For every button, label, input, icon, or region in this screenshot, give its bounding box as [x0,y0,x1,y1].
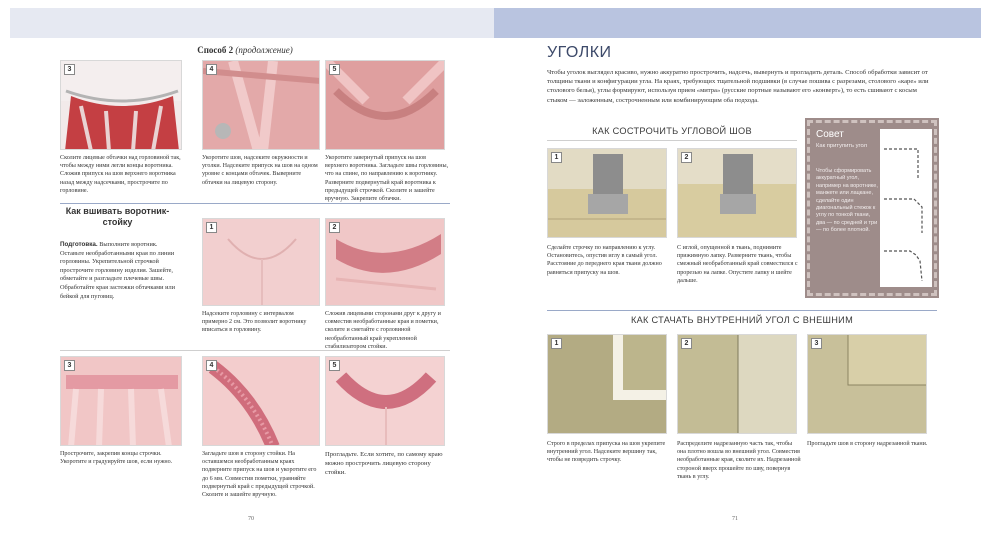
step-number: 3 [64,64,75,75]
photo-inner-step-1 [547,334,667,434]
step-number: 1 [206,222,217,233]
advice-title: Совет [816,129,844,140]
step-number: 4 [206,64,217,75]
subtitle-inner-outer: КАК СТАЧАТЬ ВНУТРЕННИЙ УГОЛ С ВНЕШНИМ [630,315,854,325]
section-title: Как вшивать воротник-стойку [65,206,170,227]
caption-row3-step3: Прострочите, закрепив концы строчки. Укоротите и градуируйте шов, если нужно. [60,451,173,466]
caption-row2-step2: Сложив лицевыми сторонами друг к другу и совместив необработанные края и пометки, сколите и сметайте с горловиной необработанный край укрепленной стабилизатором стойки. [325,311,441,350]
caption-row3-step4: Загладьте шов в сторону стойки. На оставшемся необработанным краях подверните припуск на шов и укоротите его до 6 мм. Совместив пометки, уравняйте подвернутый край с предыдущей строчкой. Сколите и зашейте вручную. [202,451,317,499]
step-number: 2 [681,152,692,163]
step-number: 2 [681,338,692,349]
step-number: 5 [329,360,340,371]
intro-text: Выполните воротник. Оставьте необработанными края по линии горловины. Укрепительной строчкой прострочите горловину изделия. Зашейте, обметайте и разгладьте плечевые швы. Обработайте края застежки обтачками или бейкой для пуговиц. [60,241,175,300]
right-page [494,38,981,538]
photo-step-5-collar [325,60,445,150]
caption-inner-step1: Строго в пределах припуска на шов укрепите внутренний угол. Надсеките вершину так, чтобы не повредить строчку. [547,441,666,464]
section-divider [60,203,450,204]
step-number: 1 [551,152,562,163]
intro-paragraph [60,241,182,301]
caption-inner-step2: Распределите надрезанную часть так, чтобы она плотно вошла во внешний угол. Совместив необработанные края, сколите их. Надрезанной стороной вверх прошейте по шву, повернув ткань в углу. [677,441,801,480]
step-number: 2 [329,222,340,233]
section-divider [547,310,937,311]
step-number: 5 [329,64,340,75]
step-number: 4 [206,360,217,371]
blunted-corners-diagram [880,129,932,287]
page-number-left: 70 [248,516,254,522]
method-title-text: Способ 2 [197,45,234,55]
step-number: 3 [811,338,822,349]
photo-row3-step-4 [202,356,320,446]
photo-step-4-collar [202,60,320,150]
photo-row3-step-3 [60,356,182,446]
step-number: 3 [64,360,75,371]
photo-row2-step-1 [202,218,320,306]
page-number-right: 71 [732,516,738,522]
advice-box [807,120,937,296]
caption-row1-step3: Сколите лицевые обтачки над горловиной так, чтобы между ними легли концы воротника. Сложив припуск на шов верхнего воротника назад между надсечками, прострочите по горловине. [60,155,181,194]
top-band-right [494,8,981,38]
method-title-suffix: (продолжение) [235,45,293,55]
advice-subtitle: Как притупить угол [816,143,867,149]
advice-text: Чтобы сформировать аккуратный угол, например на воротнике, манжете или лацкане, сделайте один диагональный стежок к углу по тонкой ткани, два — по средней и три — по более плотной. [816,168,878,234]
photo-row3-step-5 [325,356,445,446]
photo-inner-step-2 [677,334,797,434]
subtitle-corner-seam: КАК СОСТРОЧИТЬ УГЛОВОЙ ШОВ [592,126,752,136]
photo-step-3-collar [60,60,182,150]
caption-corner-step1: Сделайте строчку по направлению к углу. Остановитесь, опустив иглу в самый угол. Расстояние до переднего края ткани должно равняться припуску на шов. [547,245,662,276]
caption-row3-step5: Прогладьте. Если хотите, по самому краю можно прострочить лицевую сторону стойки. [325,451,443,476]
step-number: 1 [551,338,562,349]
caption-row1-step4: Укоротите шов, надсеките окружности и уголки. Надсеките припуск на шов на одном уровне с концами обтачек. Выверните обтачки на лицевую сторону. [202,155,318,186]
caption-inner-step3: Прогладьте шов в сторону надрезанной ткани. [807,441,928,447]
caption-row1-step5: Укоротите завернутый припуск на шов верхнего воротника. Загладьте швы горловины, что на спине, по направлению к воротнику. Разверните подвернутый край воротника к предыдущей строчкой. Сколите и зашейте вручную. Закрепите обтачки. [325,155,449,203]
caption-row2-step1: Надсеките горловину с интервалом примерно 2 см. Это позволит воротнику вписаться в горловину. [202,311,307,334]
photo-row2-step-2 [325,218,445,306]
photo-corner-step-2 [677,148,797,238]
left-page [10,38,494,538]
photo-inner-step-3 [807,334,927,434]
method-title [160,45,330,55]
caption-corner-step2: С иглой, опущенной в ткань, поднимите прижимную лапку. Разверните ткань, чтобы смежный необработанный край совместился с прорезью на лапке. Опустите лапку и шейте дальше. [677,245,798,284]
intro-bold: Подготовка. [60,241,98,248]
page-title: УГОЛКИ [547,44,612,61]
row-divider [60,350,450,351]
subtitle-rule [547,140,797,141]
top-band-left [10,8,494,38]
photo-corner-step-1 [547,148,667,238]
intro-paragraph: Чтобы уголок выглядел красиво, нужно аккуратно прострочить, надсечь, вывернуть и прогладить деталь. Способ обработки зависит от толщины ткани и конфигурации угла. На краях, требующих тщательной подшивки (в случае пошива с разрезами, столового «каре» или столового белья), углы формируют, используя прием «митра» (русские портные называют его «конверт»), то есть сшивают с косым стыком — заложенным, сострочненным или комбинирующим оба подхода. [547,69,929,104]
